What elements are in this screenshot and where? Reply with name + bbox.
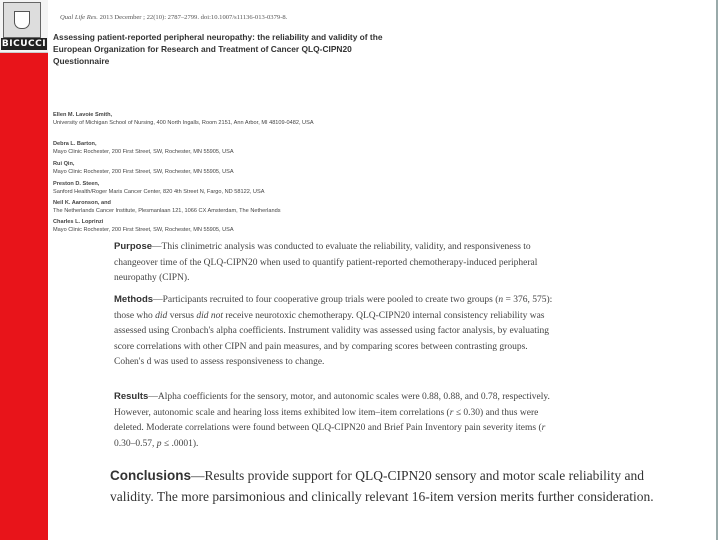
- article-title: Assessing patient-reported peripheral neuropathy: the reliability and validity of the European Organization for Research and Treatment of Cancer QLQ-CIPN20 Questionnaire: [53, 32, 383, 66]
- logo-wordmark: BICUCCI: [1, 39, 47, 49]
- em-dash: —: [153, 295, 163, 305]
- author-entry: [53, 218, 383, 235]
- methods-heading: Methods: [114, 294, 154, 305]
- results-heading: Results: [114, 391, 149, 402]
- university-logo: [0, 0, 48, 53]
- author-name: Rui Qin,: [53, 161, 75, 167]
- author-affiliation: University of Michigan School of Nursing, 400 North Ingalls, Room 2151, Ann Arbor, MI 48109-0482, USA: [53, 120, 314, 126]
- conclusions-heading: Conclusions: [110, 468, 192, 483]
- author-affiliation: The Netherlands Cancer Institute, Plesmanlaan 121, 1066 CX Amsterdam, The Netherlands: [53, 208, 281, 214]
- results-text: ≤ .0001).: [161, 438, 199, 449]
- methods-text: = 376, 575): those who: [114, 295, 553, 321]
- author-name: Neil K. Aaronson, and: [53, 200, 111, 206]
- journal-citation: [60, 14, 520, 21]
- purpose-text: This clinimetric analysis was conducted to evaluate the reliability, validity, and responsiveness to changeover time of the QLQ-CIPN20 when used to quantify patient-reported chemotherapy-induced peripheral neuropathy (CIPN).: [114, 242, 538, 284]
- journal-name: Qual Life Res.: [60, 14, 98, 21]
- author-affiliation: Mayo Clinic Rochester, 200 First Street, SW, Rochester, MN 55905, USA: [53, 149, 234, 155]
- author-affiliation: Sanford Health/Roger Maris Cancer Center, 820 4th Street N, Fargo, ND 58122, USA: [53, 189, 265, 195]
- results-p-symbol: p: [156, 438, 162, 449]
- author-entry: [53, 160, 383, 177]
- methods-text: Participants recruited to four cooperative group trials were pooled to create two groups (: [162, 295, 499, 305]
- crest-icon: [3, 2, 41, 38]
- author-affiliation: Mayo Clinic Rochester, 200 First Street, SW, Rochester, MN 55905, USA: [53, 227, 234, 233]
- author-entry: [53, 140, 383, 157]
- methods-text: versus: [167, 310, 197, 321]
- purpose-heading: Purpose: [114, 241, 153, 252]
- abstract-results: [114, 389, 554, 452]
- right-divider: [716, 0, 718, 540]
- results-text: Alpha coefficients for the sensory, motor, and autonomic scales were 0.88, 0.88, and 0.78, respectively. However, autonomic scale and hearing loss items exhibited low item–item correlations (: [114, 392, 550, 418]
- author-name: Ellen M. Lavoie Smith,: [53, 112, 113, 118]
- author-entry: [53, 199, 383, 216]
- results-text: 0.30–0.57,: [114, 438, 157, 449]
- abstract-methods: [114, 292, 554, 371]
- em-dash: —: [148, 392, 158, 402]
- red-sidebar: [0, 0, 48, 540]
- author-name: Debra L. Barton,: [53, 141, 97, 147]
- results-text: ≤ 0.30) and thus were deleted. Moderate correlations were found between QLQ-CIPN20 and Brief Pain Inventory pain severity items (: [114, 407, 542, 434]
- author-entry: [53, 111, 383, 128]
- author-name: Preston D. Steen,: [53, 181, 100, 187]
- abstract-purpose: [114, 239, 554, 287]
- abstract-conclusions: [110, 466, 670, 507]
- em-dash: —: [191, 468, 205, 483]
- em-dash: —: [152, 242, 162, 252]
- methods-did-not: did not: [196, 310, 223, 321]
- author-affiliation: Mayo Clinic Rochester, 200 First Street, SW, Rochester, MN 55905, USA: [53, 169, 234, 175]
- methods-did: did: [155, 310, 168, 321]
- author-entry: [53, 180, 383, 197]
- results-r-symbol: r: [541, 423, 546, 434]
- author-name: Charles L. Loprinzi: [53, 219, 104, 225]
- methods-n-symbol: n: [498, 295, 504, 305]
- methods-text: receive neurotoxic chemotherapy. QLQ-CIPN20 internal consistency reliability was assessed using Cronbach's alpha coefficients. Instrument validity was assessed using factor analysis, by evaluating score correlations with other CIPN and pain measures, and by comparing scores between contrasting groups. Cohen's d was used to assess responsiveness to change.: [114, 310, 550, 368]
- conclusions-text: Results provide support for QLQ-CIPN20 sensory and motor scale reliability and validity. The more parsimonious and clinically relevant 16-item version merits further consideration.: [110, 468, 654, 504]
- results-r-symbol: r: [449, 407, 454, 418]
- citation-details: 2013 December ; 22(10): 2787–2799. doi:10.1007/s11136-013-0379-8.: [97, 14, 288, 21]
